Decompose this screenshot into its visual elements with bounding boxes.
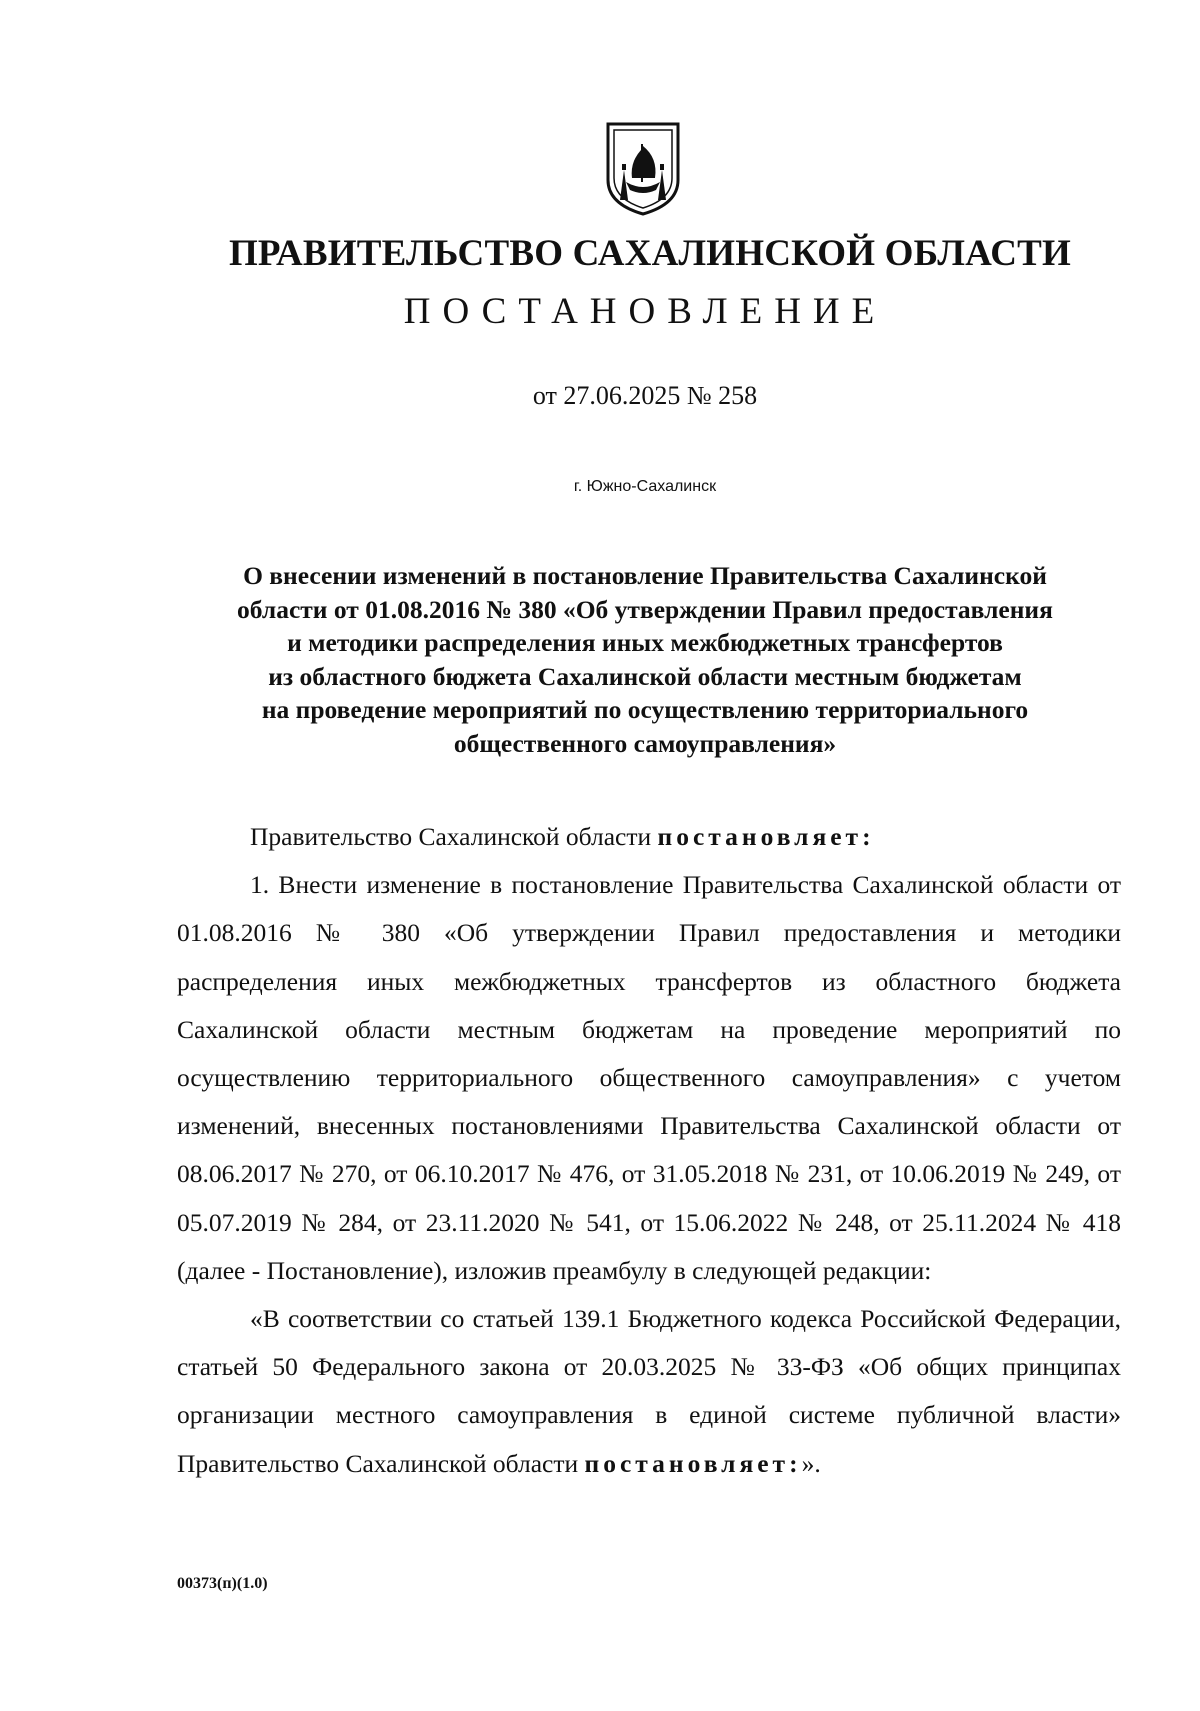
intro-keyword: постановляет: bbox=[657, 822, 875, 851]
document-city: г. Южно-Сахалинск bbox=[573, 478, 717, 495]
form-code: 00373(п)(1.0) bbox=[177, 1575, 268, 1592]
subject-line: из областного бюджета Сахалинской области местным бюджетам bbox=[268, 661, 1022, 691]
intro-text: Правительство Сахалинской области bbox=[250, 822, 658, 851]
subject-line: области от 01.08.2016 № 380 «Об утверждении Правил предоставления bbox=[237, 594, 1053, 624]
document-subject bbox=[185, 559, 1105, 760]
coat-of-arms-icon bbox=[600, 120, 686, 216]
quote-text: «В соответствии со статьей 139.1 Бюджетного кодекса Российской Федерации, статьей 50 Федерального закона от 20.03.2025 № 33-ФЗ «Об общих принципах организации местного самоуправления в единой системе публичной власти» Правительство Сахалинской области bbox=[177, 1304, 1121, 1478]
subject-line: О внесении изменений в постановление Правительства Сахалинской bbox=[243, 561, 1047, 590]
document-type: ПОСТАНОВЛЕНИЕ bbox=[403, 291, 887, 332]
document-date-number: от 27.06.2025 № 258 bbox=[532, 381, 758, 410]
quote-paragraph bbox=[177, 1295, 1121, 1488]
document-body bbox=[177, 813, 1121, 1488]
subject-line: на проведение мероприятий по осуществлению территориального bbox=[261, 695, 1029, 724]
subject-line: и методики распределения иных межбюджетных трансфертов bbox=[287, 628, 1003, 657]
quote-keyword: постановляет: bbox=[584, 1448, 802, 1478]
intro-paragraph bbox=[177, 813, 1121, 861]
government-title: ПРАВИТЕЛЬСТВО САХАЛИНСКОЙ ОБЛАСТИ bbox=[228, 233, 1072, 274]
item-1-paragraph: 1. Внести изменение в постановление Правительства Сахалинской области от 01.08.2016 № 380 «Об утверждении Правил предоставления и методики распределения иных межбюджетных трансфертов из областного бюджета Сахалинской области местным бюджетам на проведение мероприятий по осуществлению территориального общественного самоуправления» с учетом изменений, внесенных постановлениями Правительства Сахалинской области от 08.06.2017 № 270, от 06.10.2017 № 476, от 31.05.2018 № 231, от 10.06.2019 № 249, от 05.07.2019 № 284, от 23.11.2020 № 541, от 15.06.2022 № 248, от 25.11.2024 № 418 (далее - Постановление), изложив преамбулу в следующей редакции: bbox=[177, 870, 1121, 1285]
subject-line: общественного самоуправления» bbox=[453, 728, 837, 758]
quote-end: ». bbox=[801, 1448, 821, 1478]
